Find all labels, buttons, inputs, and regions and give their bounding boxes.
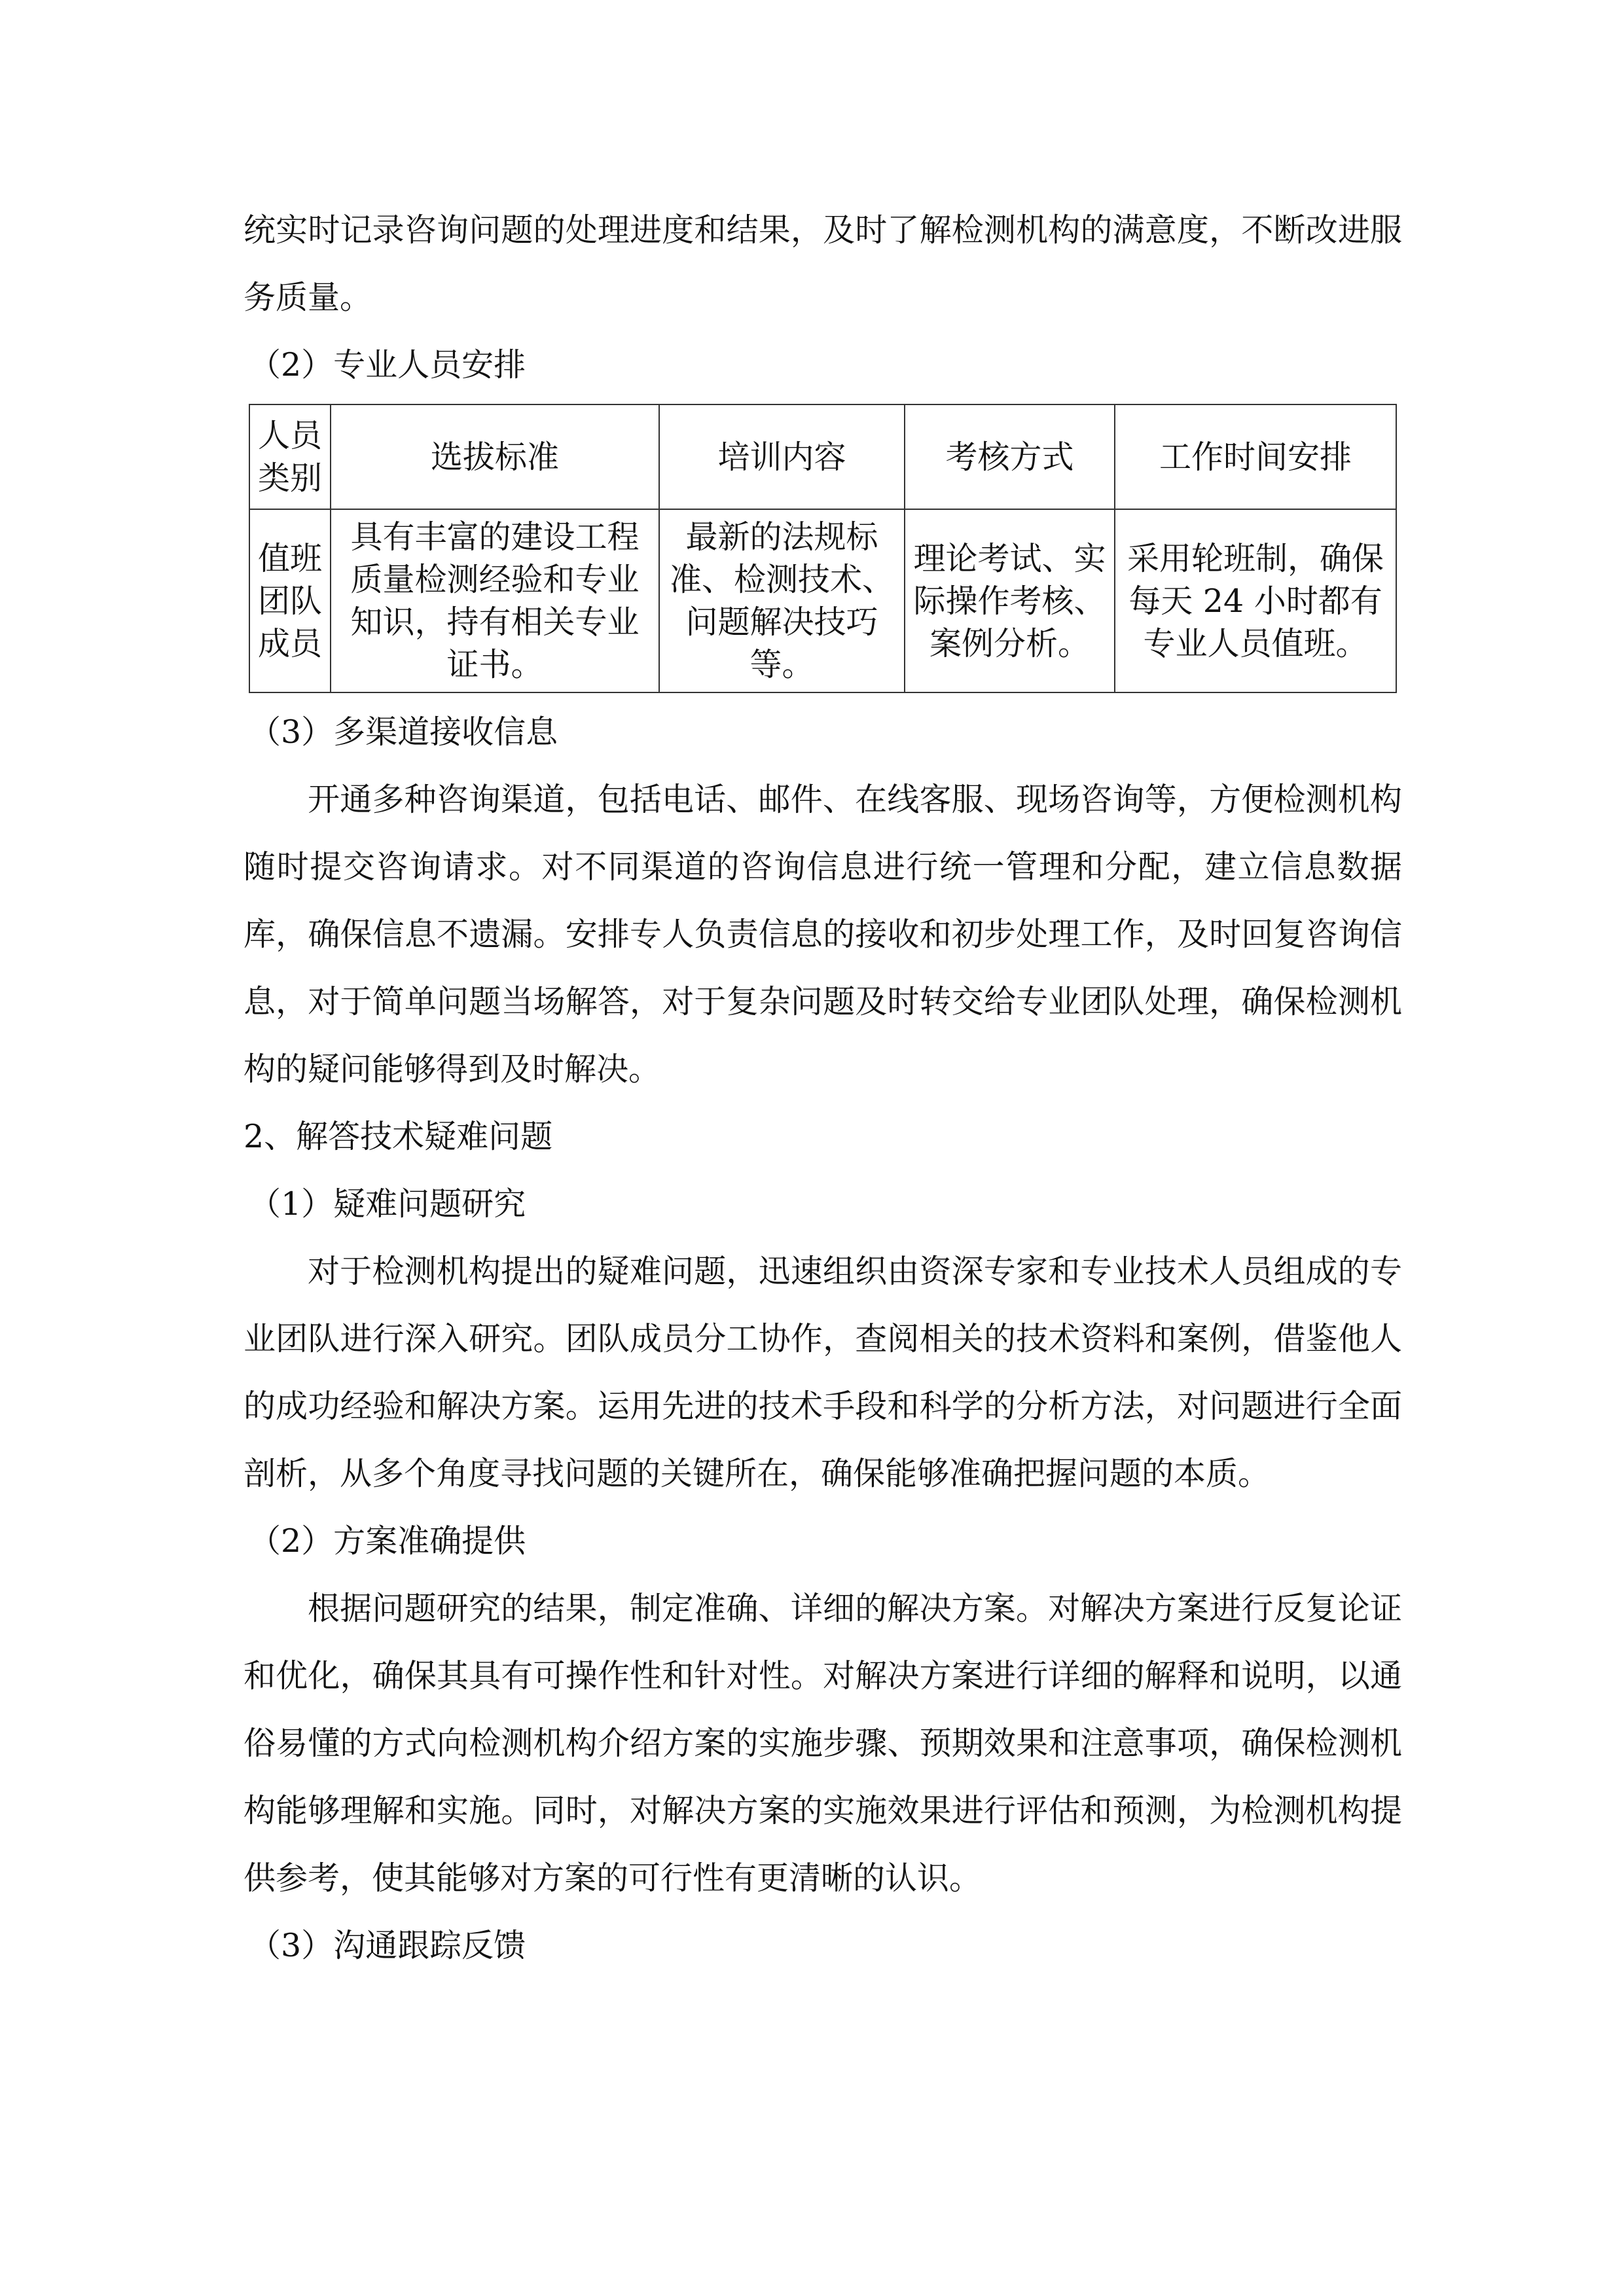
header-work-schedule: 工作时间安排 [1115,404,1396,509]
cell-assessment-method: 理论考试、实际操作考核、案例分析。 [905,509,1115,692]
staff-arrangement-table [249,404,1397,693]
table-header-row [249,404,1396,509]
solution-provision-paragraph: 根据问题研究的结果，制定准确、详细的解决方案。对解决方案进行反复论证和优化，确保其具有可操作性和针对性。对解决方案进行详细的解释和说明，以通俗易懂的方式向检测机构介绍方案的实施步骤、预期效果和注意事项，确保检测机构能够理解和实施。同时，对解决方案的实施效果进行评估和预测，为检测机构提供参考，使其能够对方案的可行性有更清晰的认识。 [244,1590,1402,1897]
problem-research-heading: （1）疑难问题研究 [249,1185,526,1223]
header-staff-category: 人员类别 [249,404,331,509]
problem-research-paragraph: 对于检测机构提出的疑难问题，迅速组织由资深专家和专业技术人员组成的专业团队进行深入研究。团队成员分工协作，查阅相关的技术资料和案例，借鉴他人的成功经验和解决方案。运用先进的技术手段和科学的分析方法，对问题进行全面剖析，从多个角度寻找问题的关键所在，确保能够准确把握问题的本质。 [244,1253,1402,1492]
header-training-content: 培训内容 [659,404,905,509]
multi-channel-paragraph: 开通多种咨询渠道，包括电话、邮件、在线客服、现场咨询等，方便检测机构随时提交咨询请求。对不同渠道的咨询信息进行统一管理和分配，建立信息数据库，确保信息不遗漏。安排专人负责信息的接收和初步处理工作，及时回复咨询信息，对于简单问题当场解答，对于复杂问题及时转交给专业团队处理，确保检测机构的疑问能够得到及时解决。 [244,781,1402,1088]
table-row [249,509,1396,692]
cell-training-content: 最新的法规标准、检测技术、问题解决技巧等。 [659,509,905,692]
solution-provision-heading: （2）方案准确提供 [249,1522,526,1560]
feedback-tracking-heading: （3）沟通跟踪反馈 [249,1927,526,1964]
page-content [244,196,1402,1979]
header-assessment-method: 考核方式 [905,404,1115,509]
cell-work-schedule: 采用轮班制，确保每天 24 小时都有专业人员值班。 [1115,509,1396,692]
multi-channel-heading: （3）多渠道接收信息 [249,713,558,751]
cell-staff-category: 值班团队成员 [249,509,331,692]
cell-selection-criteria: 具有丰富的建设工程质量检测经验和专业知识，持有相关专业证书。 [331,509,659,692]
staff-arrangement-heading: （2）专业人员安排 [249,346,526,384]
intro-continuation-paragraph: 统实时记录咨询问题的处理进度和结果，及时了解检测机构的满意度，不断改进服务质量。 [244,211,1402,316]
technical-problems-heading: 2、解答技术疑难问题 [244,1118,553,1155]
header-selection-criteria: 选拔标准 [331,404,659,509]
